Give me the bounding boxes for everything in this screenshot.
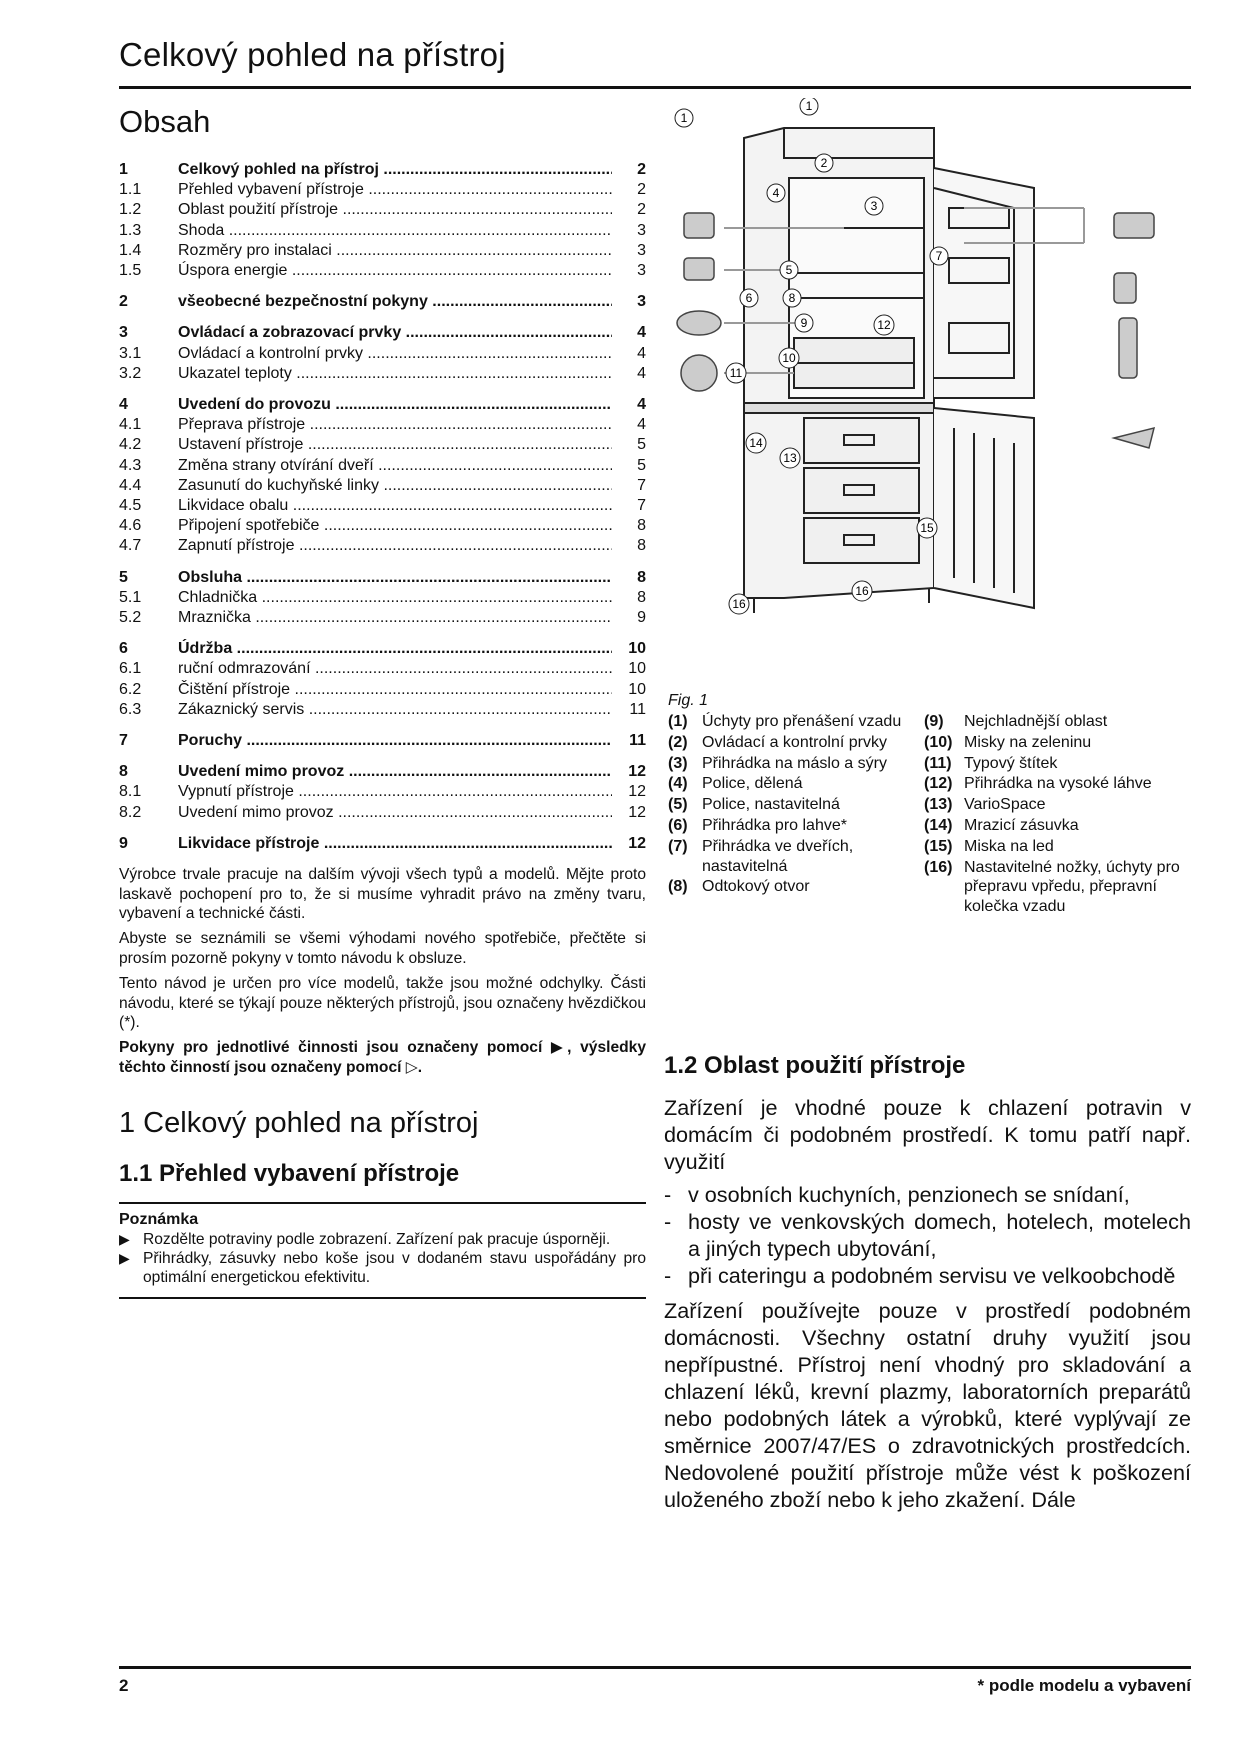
toc-group (119, 292, 646, 312)
callout-label: 16 (732, 597, 746, 611)
toc-num: 3 (119, 324, 128, 342)
footer-rule (119, 1666, 1191, 1669)
toc-num: 3.2 (119, 364, 142, 382)
legend-number: (5) (668, 796, 688, 814)
toc-entry[interactable] (119, 323, 646, 343)
legend-item (924, 733, 1194, 753)
toc-page: 11 (629, 732, 646, 750)
toc-page: 10 (628, 640, 646, 658)
toc-page: 4 (637, 416, 646, 434)
toc-entry[interactable] (119, 659, 646, 679)
toc-page: 3 (637, 293, 646, 311)
legend-text: Úchyty pro přenášení vzadu (702, 713, 902, 730)
toc-group (119, 395, 646, 557)
legend-text: Misky na zeleninu (964, 733, 1092, 751)
legend-item (924, 858, 1194, 917)
toc-title: Chladnička ..... (178, 588, 612, 608)
page-title: Celkový pohled na přístroj (119, 36, 506, 73)
callout-label: 14 (749, 436, 763, 450)
callout-label: 15 (920, 521, 934, 535)
list-item-text: v osobních kuchyních, penzionech se snídaní, (688, 1182, 1130, 1207)
usage-list (664, 1181, 1191, 1289)
toc-title: všeobecné bezpečnostní pokyny ..... (178, 292, 612, 312)
toc-entry[interactable] (119, 803, 646, 823)
toc-num: 7 (119, 732, 128, 750)
legend-text: Přihrádka na vysoké láhve (964, 775, 1152, 793)
toc-num: 8.1 (119, 783, 142, 801)
legend-number: (16) (924, 858, 953, 876)
toc-title: Oblast použití přístroje ..... (178, 200, 612, 220)
toc-page: 5 (637, 456, 646, 474)
toc-entry[interactable] (119, 261, 646, 281)
legend-item (668, 877, 908, 897)
list-item (664, 1208, 1191, 1262)
note-box (119, 1202, 646, 1299)
legend-item (924, 712, 1194, 732)
toc-title: Úspora energie ..... (178, 261, 612, 281)
note-item (119, 1249, 646, 1287)
figure-caption: Fig. 1 (668, 692, 709, 709)
toc-entry[interactable] (119, 762, 646, 782)
legend-item (668, 795, 908, 815)
toc-title: Ovládací a kontrolní prvky ..... (178, 344, 612, 364)
toc-num: 1.3 (119, 221, 142, 239)
legend-number: (13) (924, 796, 953, 814)
callout-label: 1 (680, 111, 688, 125)
callout-label: 13 (783, 451, 797, 465)
legend-text: Police, dělená (702, 775, 803, 793)
callout-label: 12 (877, 318, 891, 332)
toc-title: Uvedení mimo provoz ..... (178, 762, 612, 782)
toc-num: 6.2 (119, 680, 142, 698)
callout-label: 6 (745, 291, 753, 305)
legend-item (668, 774, 908, 794)
toc-num: 5.1 (119, 588, 142, 606)
legend-number: (8) (668, 878, 688, 896)
toc-page: 2 (637, 201, 646, 219)
toc-title: Uvedení mimo provoz ..... (178, 803, 612, 823)
legend-number: (9) (924, 713, 944, 730)
toc-page: 4 (637, 364, 646, 382)
toc-num: 5 (119, 568, 128, 586)
toc-page: 3 (637, 241, 646, 259)
legend-item (668, 733, 908, 753)
toc-page: 10 (628, 660, 646, 678)
subsection-heading: 1.1 Přehled vybavení přístroje (119, 1160, 460, 1188)
legend-item (924, 816, 1194, 836)
intro-paragraph: Výrobce trvale pracuje na dalším vývoji všech typů a modelů. Mějte proto laskavě pochopení pro to, že si musíme vyhradit právo na změny tvaru, vybavení a technické části. (119, 866, 646, 922)
toc-num: 1.1 (119, 181, 142, 199)
toc-group (119, 639, 646, 720)
list-item-text: při cateringu a podobném servisu ve velkoobchodě (688, 1263, 1176, 1288)
callout-label: 7 (935, 249, 943, 263)
toc-num: 6.3 (119, 700, 142, 718)
toc-entry[interactable] (119, 834, 646, 854)
toc-title: ruční odmrazování ..... (178, 659, 612, 679)
toc-num: 1 (119, 161, 128, 178)
toc-entry[interactable] (119, 639, 646, 659)
fridge-illustration (664, 98, 1191, 688)
play-icon: ▶ (119, 1250, 130, 1267)
toc-num: 1.2 (119, 201, 142, 219)
legend-text: Přihrádka ve dveřích, nastavitelná (702, 837, 854, 875)
legend-text: Ovládací a kontrolní prvky (702, 733, 887, 751)
toc-title: Vypnutí přístroje ..... (178, 782, 612, 802)
toc-entry[interactable] (119, 292, 646, 312)
toc-num: 4.3 (119, 456, 142, 474)
toc-title: Ovládací a zobrazovací prvky ..... (178, 323, 612, 343)
list-item-text: hosty ve venkovských domech, hotelech, motelech a jiných typech ubytování, (688, 1209, 1191, 1261)
legend-number: (4) (668, 775, 688, 793)
toc-page: 7 (637, 476, 646, 494)
subsection-heading: 1.2 Oblast použití přístroje (664, 1052, 966, 1079)
toc-entry[interactable] (119, 700, 646, 720)
toc-num: 6 (119, 640, 128, 658)
toc-page: 8 (637, 537, 646, 555)
toc-title: Obsah (119, 104, 211, 139)
toc-page: 4 (637, 396, 646, 414)
table-of-contents (119, 160, 646, 854)
note-item (119, 1230, 646, 1249)
toc-page: 8 (637, 588, 646, 606)
legend-item (668, 712, 908, 732)
callout-label: 8 (788, 291, 796, 305)
toc-num: 4.5 (119, 497, 142, 515)
toc-title: Poruchy ..... (178, 731, 612, 751)
toc-num: 4.7 (119, 537, 142, 555)
toc-num: 2 (119, 293, 128, 311)
toc-page: 11 (629, 700, 646, 718)
toc-entry[interactable] (119, 435, 646, 455)
callout-label: 10 (782, 351, 796, 365)
legend-right (924, 712, 1194, 918)
page-number: 2 (119, 1676, 129, 1695)
callout-label: 3 (870, 199, 878, 213)
legend-number: (15) (924, 837, 953, 855)
legend-number: (3) (668, 754, 688, 772)
toc-title: Čištění přístroje ..... (178, 680, 612, 700)
toc-entry[interactable] (119, 568, 646, 588)
toc-group (119, 731, 646, 751)
toc-title: Ustavení přístroje ..... (178, 435, 612, 455)
page-header (119, 36, 1191, 74)
toc-num: 4.6 (119, 517, 142, 535)
intro-paragraph: Abyste se seznámili se všemi výhodami nového spotřebiče, přečtěte si prosím pozorně pokyny v tomto návodu k obsluze. (119, 930, 646, 967)
toc-num: 4 (119, 396, 128, 414)
header-rule (119, 86, 1191, 89)
note-title: Poznámka (119, 1211, 199, 1229)
toc-num: 6.1 (119, 660, 142, 678)
toc-num: 1.4 (119, 241, 142, 259)
toc-title: Připojení spotřebiče ..... (178, 516, 612, 536)
legend-item (924, 837, 1194, 857)
section-1-2 (664, 1052, 1191, 1519)
play-icon: ▶ (119, 1231, 130, 1248)
toc-num: 4.1 (119, 416, 142, 434)
dash-bullet: - (664, 1182, 672, 1207)
legend-item (924, 795, 1194, 815)
dash-bullet: - (664, 1209, 672, 1234)
toc-page: 3 (637, 221, 646, 239)
legend-item (668, 754, 908, 774)
legend-text: Miska na led (964, 837, 1054, 855)
toc-entry[interactable] (119, 200, 646, 220)
legend-text: VarioSpace (964, 796, 1046, 814)
toc-entry[interactable] (119, 344, 646, 364)
toc-page: 9 (637, 609, 646, 627)
toc-group (119, 834, 646, 854)
toc-entry[interactable] (119, 608, 646, 628)
toc-num: 8 (119, 763, 128, 781)
toc-group (119, 160, 646, 281)
toc-title: Přeprava přístroje ..... (178, 415, 612, 435)
body-paragraph: Zařízení používejte pouze v prostředí podobném domácnosti. Všechny ostatní druhy využití jsou nepřípustné. Přístroj není vhodný pro skladování a chlazení léků, krevní plazmy, laboratorních preparátů nebo podobných látek a výrobků, které vyplývají ze směrnice 2007/47/ES o zdravotnických prostředcích. Nedovolené použití přístroje může vést k poškození uloženého zboží nebo k jeho zkažení. Dále (664, 1298, 1191, 1512)
toc-page: 4 (637, 344, 646, 362)
toc-page: 5 (637, 436, 646, 454)
toc-title: Zákaznický servis ..... (178, 700, 612, 720)
callout-label: 16 (855, 584, 869, 598)
legend-number: (2) (668, 733, 688, 751)
toc-num: 8.2 (119, 803, 142, 821)
toc-entry[interactable] (119, 680, 646, 700)
toc-num: 9 (119, 834, 128, 852)
toc-entry[interactable] (119, 496, 646, 516)
toc-entry[interactable] (119, 160, 646, 180)
toc-entry[interactable] (119, 180, 646, 200)
legend-number: (6) (668, 816, 688, 834)
toc-title: Změna strany otvírání dveří ..... (178, 456, 612, 476)
toc-page: 2 (637, 181, 646, 199)
legend-number: (7) (668, 837, 688, 855)
callout-label: 2 (820, 156, 828, 170)
toc-page: 3 (637, 262, 646, 280)
toc-title: Rozměry pro instalaci ..... (178, 241, 612, 261)
legend-left (668, 712, 908, 898)
legend-text: Typový štítek (964, 754, 1058, 772)
legend-item (668, 837, 908, 877)
left-column (119, 104, 646, 1299)
toc-title: Likvidace obalu ..... (178, 496, 612, 516)
toc-entry[interactable] (119, 536, 646, 556)
toc-entry[interactable] (119, 415, 646, 435)
toc-title: Údržba ..... (178, 639, 612, 659)
fridge-figure (664, 98, 1191, 688)
toc-page: 4 (637, 324, 646, 342)
callout-label: 9 (800, 316, 808, 330)
legend-item (924, 754, 1194, 774)
dash-bullet: - (664, 1263, 672, 1288)
section-heading: 1 Celkový pohled na přístroj (119, 1107, 479, 1140)
toc-entry[interactable] (119, 476, 646, 496)
toc-entry[interactable] (119, 364, 646, 384)
intro-text (119, 865, 646, 1077)
legend-text: Odtokový otvor (702, 878, 810, 896)
legend-number: (1) (668, 713, 688, 730)
legend-text: Police, nastavitelná (702, 796, 840, 814)
footer-note: * podle modelu a vybavení (977, 1676, 1191, 1695)
legend-text: Mrazicí zásuvka (964, 816, 1079, 834)
legend-number: (11) (924, 754, 952, 772)
toc-entry[interactable] (119, 221, 646, 241)
toc-entry[interactable] (119, 731, 646, 751)
legend-text: Nejchladnější oblast (964, 713, 1108, 730)
toc-page: 12 (628, 783, 646, 801)
legend-item (924, 774, 1194, 794)
toc-title: Celkový pohled na přístroj ..... (178, 160, 612, 180)
toc-num: 3.1 (119, 344, 142, 362)
toc-title: Přehled vybavení přístroje ..... (178, 180, 612, 200)
toc-entry[interactable] (119, 241, 646, 261)
legend-number: (12) (924, 775, 953, 793)
toc-num: 4.4 (119, 476, 142, 494)
toc-title: Uvedení do provozu ..... (178, 395, 612, 415)
intro-paragraph: Tento návod je určen pro více modelů, takže jsou možné odchylky. Části návodu, které se týkají pouze některých přístrojů, jsou označeny hvězdičkou (*). (119, 975, 646, 1031)
legend-number: (10) (924, 733, 953, 751)
callout-label: 11 (729, 366, 743, 380)
toc-title: Mraznička ..... (178, 608, 612, 628)
legend-item (668, 816, 908, 836)
toc-group (119, 568, 646, 629)
toc-group (119, 323, 646, 384)
toc-entry[interactable] (119, 782, 646, 802)
toc-title: Shoda ..... (178, 221, 612, 241)
intro-instruction-note: Pokyny pro jednotlivé činnosti jsou označeny pomocí ▶, výsledky těchto činností jsou označeny pomocí ▷. (119, 1039, 646, 1076)
toc-title: Zasunutí do kuchyňské linky ..... (178, 476, 612, 496)
toc-entry[interactable] (119, 588, 646, 608)
toc-page: 7 (637, 497, 646, 515)
toc-entry[interactable] (119, 456, 646, 476)
toc-page: 12 (628, 763, 646, 781)
legend-text: Přihrádka pro lahve* (702, 816, 847, 834)
toc-entry[interactable] (119, 395, 646, 415)
toc-group (119, 762, 646, 823)
toc-page: 12 (628, 803, 646, 821)
toc-title: Zapnutí přístroje ..... (178, 536, 612, 556)
toc-page: 2 (637, 161, 646, 178)
toc-page: 10 (628, 680, 646, 698)
toc-num: 5.2 (119, 609, 142, 627)
toc-title: Likvidace přístroje ..... (178, 834, 612, 854)
toc-page: 8 (637, 568, 646, 586)
legend-text: Nastavitelné nožky, úchyty pro přepravu vpředu, přepravní kolečka vzadu (964, 858, 1180, 916)
list-item (664, 1262, 1191, 1289)
legend-text: Přihrádka na máslo a sýry (702, 754, 887, 772)
toc-num: 4.2 (119, 436, 142, 454)
toc-title: Obsluha ..... (178, 568, 612, 588)
toc-entry[interactable] (119, 516, 646, 536)
note-item-text: Přihrádky, zásuvky nebo koše jsou v dodaném stavu uspořádány pro optimální energetickou efektivitu. (143, 1250, 646, 1287)
legend-number: (14) (924, 816, 953, 834)
toc-page: 8 (637, 517, 646, 535)
toc-title: Ukazatel teploty ..... (178, 364, 612, 384)
toc-num: 1.5 (119, 262, 142, 280)
note-item-text: Rozdělte potraviny podle zobrazení. Zařízení pak pracuje úsporněji. (143, 1231, 611, 1249)
callout-label: 1 (805, 99, 813, 113)
callout-label: 4 (772, 186, 780, 200)
callout-label: 5 (785, 263, 793, 277)
list-item (664, 1181, 1191, 1208)
toc-page: 12 (628, 834, 646, 852)
body-paragraph: Zařízení je vhodné pouze k chlazení potravin v domácím či podobném prostředí. K tomu patří např. využití (664, 1095, 1191, 1174)
